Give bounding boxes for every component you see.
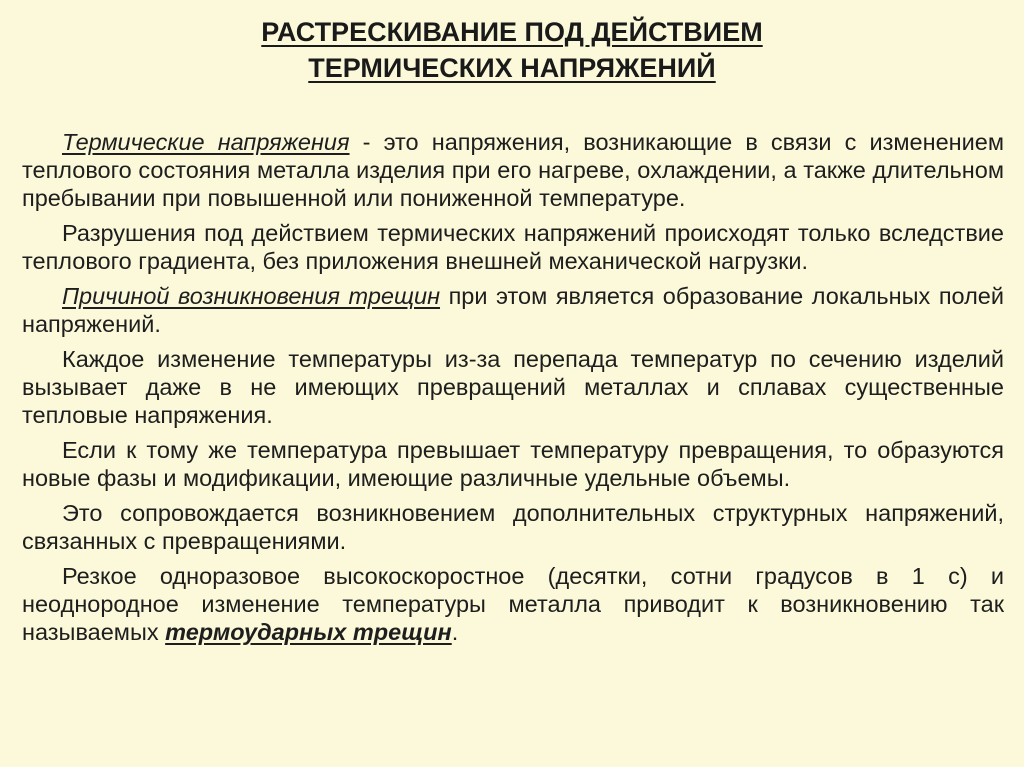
paragraph-text: Разрушения под действием термических напряжений происходят только вследствие теплового градиента, без приложения внешней механической нагрузки. [22,220,1004,274]
paragraph-text: Это сопровождается возникновением дополнительных структурных напряжений, связанных с превращениями. [22,500,1004,554]
paragraph-thermal-shock [22,562,1004,646]
paragraph-text: Если к тому же температура превышает температуру превращения, то образуются новые фазы и модификации, имеющие различные удельные объемы. [22,437,1004,491]
paragraph-failure-cause [22,219,1004,275]
paragraph-text: - это напряжения, возникающие в связи с изменением теплового состояния металла изделия при его нагреве, охлаждении, а также длительном пребывании при повышенной или пониженной температуре. [22,129,1004,211]
paragraph-text: при этом является образование локальных полей напряжений. [22,283,1005,337]
title-line-1: РАСТРЕСКИВАНИЕ ПОД ДЕЙСТВИЕМ [261,17,763,47]
title-line-2: ТЕРМИЧЕСКИХ НАПРЯЖЕНИЙ [308,53,716,83]
term-crack-cause: Причиной возникновения трещин [62,283,441,309]
paragraph-text: Каждое изменение температуры из-за перепада температур по сечению изделий вызывает даже в не имеющих превращений металлах и сплавах существенные тепловые напряжения. [22,346,1004,428]
paragraph-phase-transformation [22,436,1004,492]
paragraph-text: Резкое одноразовое высокоскоростное (десятки, сотни градусов в 1 с) и неоднородное изменение температуры металла приводит к возникновению так называемых [22,563,1004,645]
paragraph-crack-origin [22,282,1004,338]
paragraph-end: . [451,619,459,645]
paragraph-structural-stress [22,499,1004,555]
term-thermal-shock-cracks: термоударных трещин [165,619,452,645]
paragraph-thermal-stress-definition [22,128,1004,212]
term-thermal-stress: Термические напряжения [62,129,350,155]
slide-title [0,14,1024,86]
slide-body [22,128,1004,653]
paragraph-temperature-change [22,345,1004,429]
